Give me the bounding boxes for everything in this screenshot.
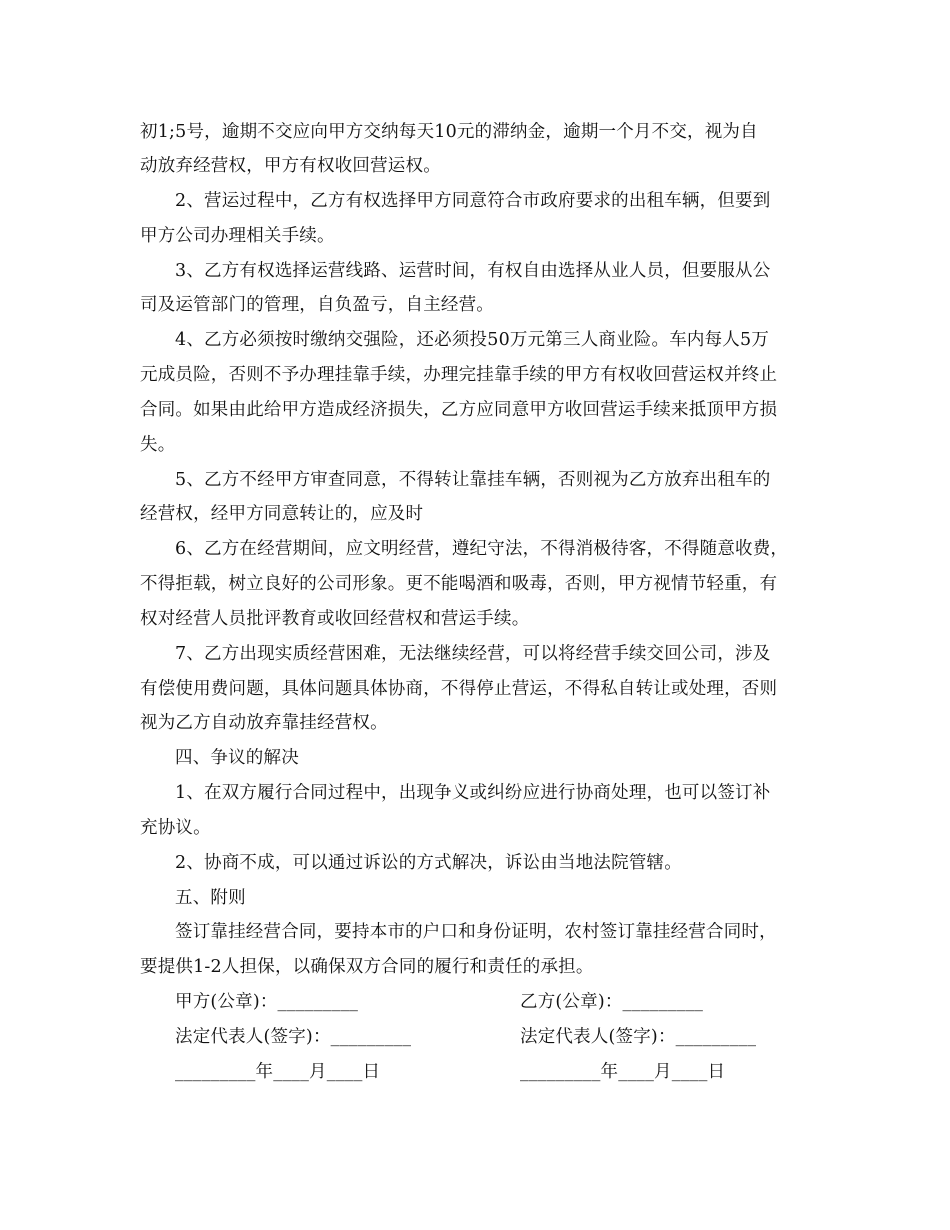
text-line: 4、乙方必须按时缴纳交强险，还必须投50万元第三人商业险。车内每人5万 [175, 330, 770, 350]
text-line: 有偿使用费问题，具体问题具体协商，不得停止营运，不得私自转让或处理，否则 [140, 679, 778, 699]
text-line: 动放弃经营权，甲方有权收回营运权。 [140, 156, 441, 176]
party-a-date: _________年____月____日 [175, 1062, 381, 1082]
text-line: 充协议。 [140, 818, 211, 838]
text-line: 2、协商不成，可以通过诉讼的方式解决，诉讼由当地法院管辖。 [175, 853, 682, 873]
text-line: 要提供1-2人担保，以确保双方合同的履行和责任的承担。 [140, 957, 594, 977]
text-line: 3、乙方有权选择运营线路、运营时间，有权自由选择从业人员，但要服从公 [175, 261, 771, 281]
party-a-seal: 甲方(公章)：_________ [175, 992, 359, 1012]
party-b-representative: 法定代表人(签字)：_________ [520, 1027, 757, 1047]
text-line: 视为乙方自动放弃靠挂经营权。 [140, 713, 388, 733]
text-line: 失。 [140, 435, 176, 455]
section-heading: 五、附则 [175, 888, 246, 908]
text-line: 司及运管部门的管理，自负盈亏，自主经营。 [140, 295, 494, 315]
text-line: 7、乙方出现实质经营困难，无法继续经营，可以将经营手续交回公司，涉及 [175, 644, 771, 664]
text-line: 2、营运过程中，乙方有权选择甲方同意符合市政府要求的出租车辆，但要到 [175, 191, 771, 211]
text-line: 经营权，经甲方同意转让的，应及时 [140, 504, 424, 524]
party-a-representative: 法定代表人(签字)：_________ [175, 1027, 412, 1047]
text-line: 合同。如果由此给甲方造成经济损失，乙方应同意甲方收回营运手续来抵顶甲方损 [140, 400, 778, 420]
party-b-date: _________年____月____日 [520, 1062, 726, 1082]
party-b-seal: 乙方(公章)：_________ [520, 992, 704, 1012]
text-line: 6、乙方在经营期间，应文明经营，遵纪守法，不得消极待客，不得随意收费， [175, 539, 789, 559]
text-line: 不得拒载，树立良好的公司形象。更不能喝酒和吸毒，否则，甲方视情节轻重，有 [140, 574, 778, 594]
text-line: 签订靠挂经营合同，要持本市的户口和身份证明，农村签订靠挂经营合同时， [175, 922, 777, 942]
section-heading: 四、争议的解决 [175, 748, 299, 768]
text-line: 5、乙方不经甲方审查同意，不得转让靠挂车辆，否则视为乙方放弃出租车的 [175, 470, 771, 490]
text-line: 权对经营人员批评教育或收回经营权和营运手续。 [140, 609, 530, 629]
text-line: 初1;5号，逾期不交应向甲方交纳每天10元的滞纳金，逾期一个月不交，视为自 [140, 122, 758, 142]
text-line: 1、在双方履行合同过程中，出现争义或纠纷应进行协商处理，也可以签订补 [175, 783, 771, 803]
text-line: 甲方公司办理相关手续。 [140, 226, 335, 246]
text-line: 元成员险，否则不予办理挂靠手续，办理完挂靠手续的甲方有权收回营运权并终止 [140, 365, 778, 385]
